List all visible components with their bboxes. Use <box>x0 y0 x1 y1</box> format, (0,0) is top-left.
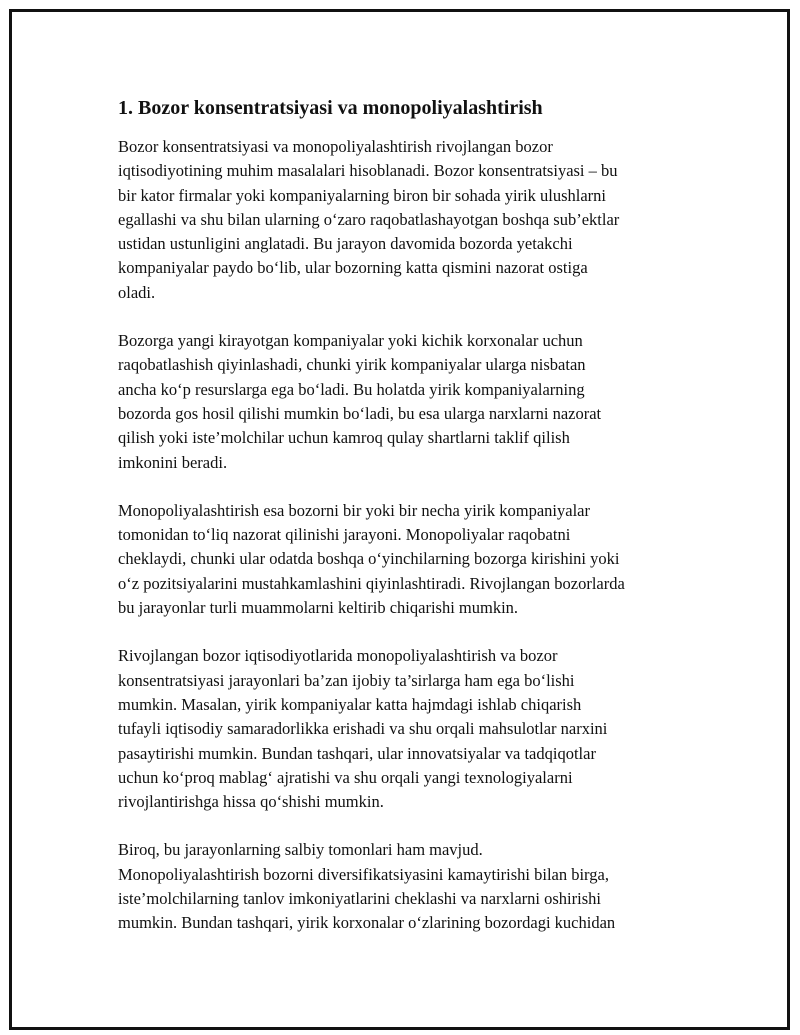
text-line: mumkin. Masalan, yirik kompaniyalar katta hajmdagi ishlab chiqarish <box>118 694 582 714</box>
text-line: bir kator firmalar yoki kompaniyalarning biron bir sohada yirik ulushlarni <box>118 185 607 205</box>
paragraph <box>118 329 698 475</box>
text-line: rivojlantirishga hissa qo‘shishi mumkin. <box>118 792 384 812</box>
text-line: iqtisodiyotining muhim masalalari hisoblanadi. Bozor konsentratsiyasi – bu <box>118 161 618 181</box>
text-line: tufayli iqtisodiy samaradorlikka erishadi va shu orqali mahsulotlar narxini <box>118 719 608 739</box>
text-line: ustidan ustunligini anglatadi. Bu jarayon davomida bozorda yetakchi <box>118 234 573 254</box>
text-line: bu jarayonlar turli muammolarni keltirib chiqarishi mumkin. <box>118 598 519 618</box>
text-line: imkonini beradi. <box>118 452 228 472</box>
text-line: Biroq, bu jarayonlarning salbiy tomonlari ham mavjud. <box>118 840 483 860</box>
text-line: Monopoliyalashtirish bozorni diversifikatsiyasini kamaytirishi bilan birga, <box>118 864 609 884</box>
text-line: cheklaydi, chunki ular odatda boshqa o‘yinchilarning bozorga kirishini yoki <box>118 549 620 569</box>
text-line: qilish yoki iste’molchilar uchun kamroq qulay shartlarni taklif qilish <box>118 428 570 448</box>
text-line: ancha ko‘p resurslarga ega bo‘ladi. Bu holatda yirik kompaniyalarning <box>118 379 585 399</box>
text-line: pasaytirishi mumkin. Bundan tashqari, ular innovatsiyalar va tadqiqotlar <box>118 743 596 763</box>
page-frame <box>9 9 790 1030</box>
paragraph <box>118 499 698 620</box>
text-line: Bozorga yangi kirayotgan kompaniyalar yoki kichik korxonalar uchun <box>118 331 583 351</box>
document-body <box>118 94 698 960</box>
section-title: 1. Bozor konsentratsiyasi va monopoliyalashtirish <box>118 97 543 119</box>
text-line: Rivojlangan bozor iqtisodiyotlarida monopoliyalashtirish va bozor <box>118 646 558 666</box>
text-line: konsentratsiyasi jarayonlari ba’zan ijobiy ta’sirlarga ham ega bo‘lishi <box>118 670 575 690</box>
text-line: iste’molchilarning tanlov imkoniyatlarini cheklashi va narxlarni oshirishi <box>118 889 601 909</box>
text-line: uchun ko‘proq mablag‘ ajratishi va shu orqali yangi texnologiyalarni <box>118 767 573 787</box>
paragraph <box>118 838 698 935</box>
paragraph <box>118 644 698 814</box>
text-line: mumkin. Bundan tashqari, yirik korxonalar o‘zlarining bozordagi kuchidan <box>118 913 616 933</box>
text-line: raqobatlashish qiyinlashadi, chunki yirik kompaniyalar ularga nisbatan <box>118 355 586 375</box>
text-line: egallashi va shu bilan ularning o‘zaro raqobatlashayotgan boshqa sub’ektlar <box>118 209 620 229</box>
paragraph-container <box>118 135 698 936</box>
text-line: oladi. <box>118 282 156 302</box>
text-line: kompaniyalar paydo bo‘lib, ular bozorning katta qismini nazorat ostiga <box>118 258 588 278</box>
text-line: o‘z pozitsiyalarini mustahkamlashini qiyinlashtiradi. Rivojlangan bozorlarda <box>118 573 625 593</box>
text-line: bozorda gos hosil qilishi mumkin bo‘ladi, bu esa ularga narxlarni nazorat <box>118 403 602 423</box>
text-line: Bozor konsentratsiyasi va monopoliyalashtirish rivojlangan bozor <box>118 137 553 156</box>
text-line: tomonidan to‘liq nazorat qilinishi jarayoni. Monopoliyalar raqobatni <box>118 525 571 545</box>
text-line: Monopoliyalashtirish esa bozorni bir yoki bir necha yirik kompaniyalar <box>118 500 590 520</box>
paragraph <box>118 135 698 305</box>
